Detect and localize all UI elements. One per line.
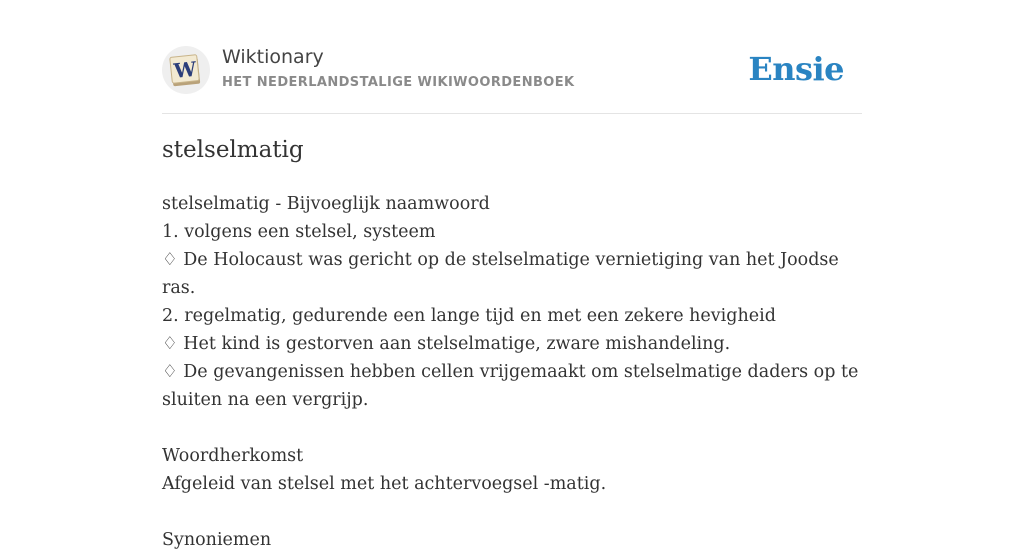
content-line-word-class: stelselmatig - Bijvoeglijk naamwoord [162, 194, 490, 214]
header-divider [162, 113, 862, 114]
site-name[interactable]: Wiktionary [222, 46, 324, 68]
ensie-brand-link[interactable]: Ensie [748, 50, 844, 88]
content-line-example-2: ♢ Het kind is gestorven aan stelselmatige, zware mishandeling. [162, 334, 731, 354]
page-title: stelselmatig [162, 137, 304, 163]
logo-letter: W [172, 56, 198, 83]
logo-tile-icon [168, 54, 204, 88]
definition-content [162, 190, 862, 554]
site-header [162, 44, 862, 98]
site-tagline: HET NEDERLANDSTALIGE WIKIWOORDENBOEK [222, 75, 575, 90]
content-line-blank-1 [162, 414, 862, 442]
content-line-definition-2: 2. regelmatig, gedurende een lange tijd en met een zekere hevigheid [162, 306, 776, 326]
content-line-blank-2 [162, 498, 862, 526]
content-line-example-3: ♢ De gevangenissen hebben cellen vrijgemaakt om stelselmatige daders op te sluiten na een vergrijp. [162, 362, 859, 410]
section-heading-synonyms: Synoniemen [162, 530, 272, 550]
content-line-etymology: Afgeleid van stelsel met het achtervoegsel -matig. [162, 474, 607, 494]
wiktionary-logo-icon[interactable] [162, 46, 210, 94]
section-heading-etymology: Woordherkomst [162, 446, 304, 466]
content-line-example-1: ♢ De Holocaust was gericht op de stelselmatige vernietiging van het Joodse ras. [162, 250, 839, 298]
content-line-definition-1: 1. volgens een stelsel, systeem [162, 222, 436, 242]
